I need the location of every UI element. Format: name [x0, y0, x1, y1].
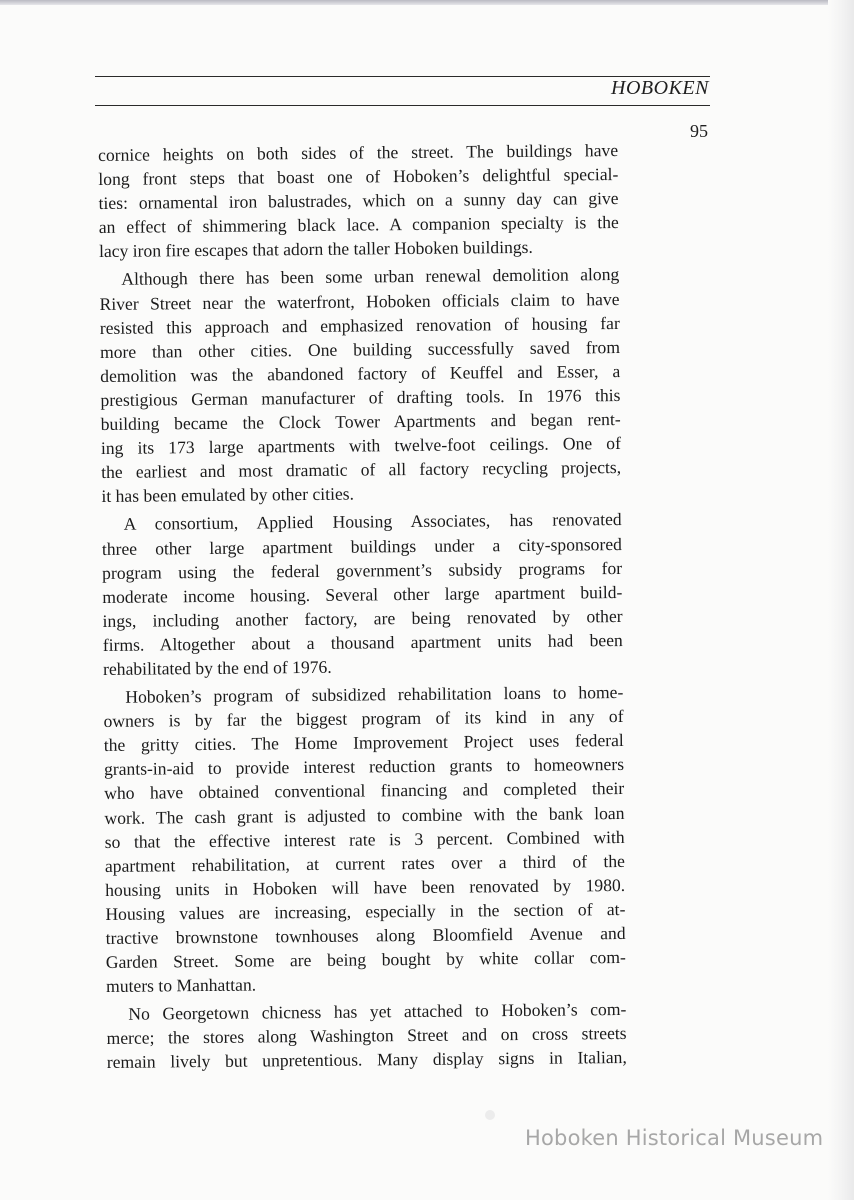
- text-line: ing its 173 large apartments with twelve-foot ceilings. One of: [100, 433, 622, 459]
- text-line: ings, including another factory, are being renovated by other: [102, 605, 623, 631]
- text-line: Housing values are increasing, especially in the section of at-: [105, 898, 626, 924]
- text-line: moderate income housing. Several other large apartment build-: [102, 581, 623, 607]
- text-line: housing units in Hoboken will have been renovated by 1980.: [105, 874, 626, 900]
- running-head: HOBOKEN: [611, 77, 709, 99]
- text-line: apartment rehabilitation, at current rates over a third of the: [104, 850, 626, 876]
- text-line: so that the effective interest rate is 3 percent. Combined with: [104, 826, 625, 852]
- text-line: firms. Altogether about a thousand apartment units had been: [102, 629, 623, 655]
- text-line: owners is by far the biggest program of its kind in any of: [103, 706, 624, 732]
- scan-top-edge: [0, 0, 854, 5]
- text-line: resisted this approach and emphasized renovation of housing far: [99, 312, 620, 338]
- text-line: demolition was the abandoned factory of Keuffel and Esser, a: [100, 360, 621, 386]
- paragraph-1: [98, 138, 619, 263]
- paragraph-3: [102, 507, 624, 681]
- text-line: work. The cash grant is adjusted to combine with the bank loan: [104, 802, 625, 828]
- text-line: ties: ornamental iron balustrades, which on a sunny day can give: [98, 188, 619, 214]
- text-line: No Georgetown chicness has yet attached to Hoboken’s com-: [128, 999, 627, 1025]
- body-text: [98, 138, 627, 1079]
- text-line: muters to Manhattan.: [105, 974, 257, 997]
- text-line: grants-in-aid to provide interest reduction grants to homeowners: [103, 754, 625, 780]
- text-line: tractive brownstone townhouses along Bloomfield Avenue and: [105, 922, 626, 948]
- paragraph-2: [99, 262, 621, 508]
- text-line: A consortium, Applied Housing Associates, has renovated: [123, 509, 622, 535]
- text-line: Hoboken’s program of subsidized rehabilitation loans to home-: [125, 682, 624, 707]
- text-line: Although there has been some urban renewal demolition along: [121, 264, 620, 290]
- text-line: remain lively but unpretentious. Many display signs in Italian,: [106, 1047, 627, 1073]
- text-line: merce; the stores along Washington Street and on cross streets: [106, 1023, 627, 1049]
- text-line: the earliest and most dramatic of all factory recycling projects,: [101, 457, 622, 483]
- paragraph-4: [103, 680, 626, 998]
- text-line: it has been emulated by other cities.: [101, 483, 355, 507]
- text-line: building became the Clock Tower Apartments and began rent-: [100, 409, 621, 435]
- text-line: cornice heights on both sides of the street. The buildings have: [98, 140, 619, 165]
- header-rule-bottom: [95, 105, 710, 106]
- text-line: more than other cities. One building successfully saved from: [99, 336, 621, 362]
- text-line: River Street near the waterfront, Hoboken officials claim to have: [99, 288, 620, 314]
- page-number: 95: [690, 121, 708, 141]
- paper-smudge: [485, 1110, 495, 1120]
- text-line: the gritty cities. The Home Improvement Project uses federal: [103, 730, 624, 756]
- scan-right-edge: [828, 0, 854, 1200]
- text-line: three other large apartment buildings under a city-sponsored: [101, 533, 622, 559]
- text-line: lacy iron fire escapes that adorn the taller Hoboken buildings.: [98, 237, 533, 262]
- text-line: program using the federal government’s subsidy programs for: [102, 557, 623, 583]
- text-line: rehabilitated by the end of 1976.: [102, 656, 332, 679]
- paragraph-5: [106, 997, 627, 1074]
- text-line: an effect of shimmering black lace. A companion specialty is the: [98, 212, 619, 238]
- watermark: Hoboken Historical Museum: [525, 1126, 824, 1150]
- text-line: Garden Street. Some are being bought by white collar com-: [105, 947, 626, 973]
- text-line: long front steps that boast one of Hoboken’s delightful special-: [98, 164, 619, 190]
- text-line: who have obtained conventional financing and completed their: [104, 778, 625, 804]
- text-line: prestigious German manufacturer of drafting tools. In 1976 this: [100, 384, 621, 410]
